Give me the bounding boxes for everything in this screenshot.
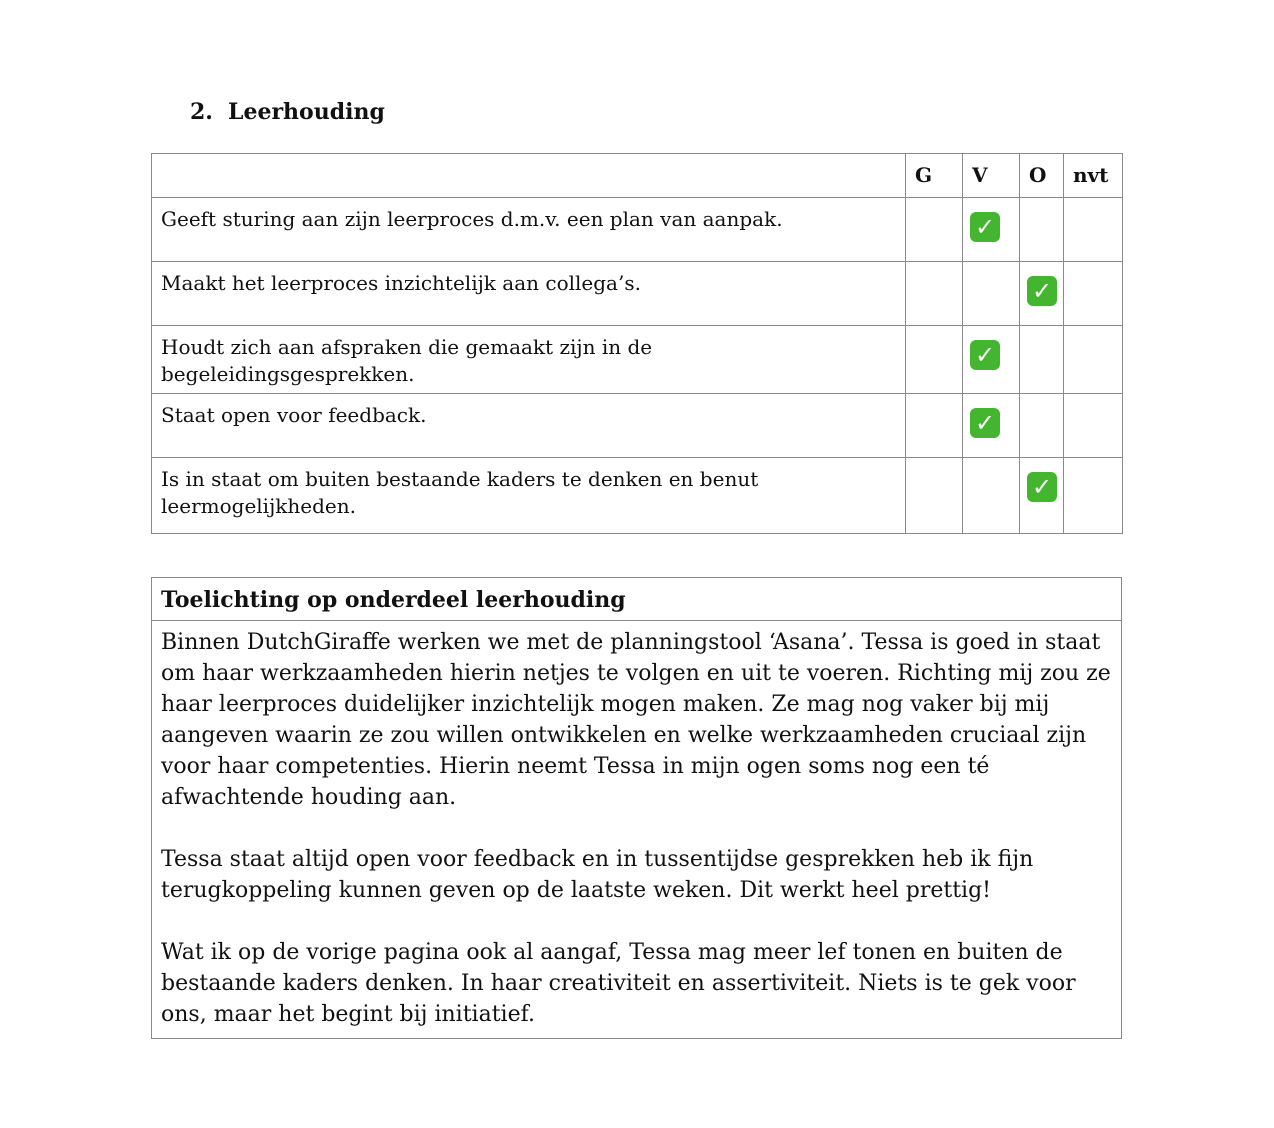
- cell-g: [906, 394, 963, 458]
- cell-o: [1020, 326, 1064, 394]
- cell-o: [1020, 198, 1064, 262]
- rating-table-header-row: [152, 154, 1123, 198]
- cell-v: [963, 394, 1020, 458]
- section-title: Leerhouding: [228, 99, 385, 125]
- checkmark-icon: ✓: [1027, 276, 1057, 306]
- explanation-paragraph: Wat ik op de vorige pagina ook al aangaf, Tessa mag meer lef tonen en buiten de bestaande kaders denken. In haar creativiteit en assertiviteit. Niets is te gek voor ons, maar het begint bij initiatief.: [161, 940, 1076, 1027]
- cell-nvt: [1064, 326, 1123, 394]
- cell-v: [963, 198, 1020, 262]
- cell-g: [906, 262, 963, 326]
- header-criterion: [152, 154, 906, 198]
- checkmark-icon: ✓: [970, 212, 1000, 242]
- rating-table: [151, 153, 1123, 534]
- cell-v: [963, 262, 1020, 326]
- criterion-cell: Staat open voor feedback.: [152, 394, 906, 458]
- cell-nvt: [1064, 262, 1123, 326]
- cell-o: [1020, 458, 1064, 534]
- header-o: O: [1020, 154, 1064, 198]
- header-nvt: nvt: [1064, 154, 1123, 198]
- cell-g: [906, 198, 963, 262]
- table-row: [152, 262, 1123, 326]
- criterion-cell: Maakt het leerproces inzichtelijk aan collega’s.: [152, 262, 906, 326]
- explanation-box: [151, 577, 1122, 1039]
- cell-v: [963, 458, 1020, 534]
- cell-nvt: [1064, 394, 1123, 458]
- checkmark-icon: ✓: [970, 340, 1000, 370]
- explanation-title: Toelichting op onderdeel leerhouding: [152, 578, 1122, 621]
- cell-nvt: [1064, 198, 1123, 262]
- checkmark-icon: ✓: [1027, 472, 1057, 502]
- section-heading: [190, 96, 385, 128]
- explanation-paragraph: Binnen DutchGiraffe werken we met de planningstool ‘Asana’. Tessa is goed in staat om haar werkzaamheden hierin netjes te volgen en uit te voeren. Richting mij zou ze haar leerproces duidelijker inzichtelijk mogen maken. Ze mag nog vaker bij mij aangeven waarin ze zou willen ontwikkelen en welke werkzaamheden cruciaal zijn voor haar competenties. Hierin neemt Tessa in mijn ogen soms nog een té afwachtende houding aan.: [161, 630, 1111, 810]
- cell-o: [1020, 262, 1064, 326]
- criterion-cell: Geeft sturing aan zijn leerproces d.m.v. een plan van aanpak.: [152, 198, 906, 262]
- cell-g: [906, 458, 963, 534]
- explanation-paragraph: Tessa staat altijd open voor feedback en in tussentijdse gesprekken heb ik fijn terugkoppeling kunnen geven op de laatste weken. Dit werkt heel prettig!: [161, 847, 1034, 903]
- explanation-body: [152, 621, 1122, 1039]
- header-v: V: [963, 154, 1020, 198]
- section-number: 2.: [190, 99, 213, 125]
- criterion-cell: Is in staat om buiten bestaande kaders te denken en benut leermogelijkheden.: [152, 458, 906, 534]
- checkmark-icon: ✓: [970, 408, 1000, 438]
- criterion-cell: Houdt zich aan afspraken die gemaakt zijn in de begeleidingsgesprekken.: [152, 326, 906, 394]
- cell-g: [906, 326, 963, 394]
- cell-nvt: [1064, 458, 1123, 534]
- table-row: [152, 326, 1123, 394]
- table-row: [152, 198, 1123, 262]
- header-g: G: [906, 154, 963, 198]
- table-row: [152, 458, 1123, 534]
- cell-o: [1020, 394, 1064, 458]
- table-row: [152, 394, 1123, 458]
- cell-v: [963, 326, 1020, 394]
